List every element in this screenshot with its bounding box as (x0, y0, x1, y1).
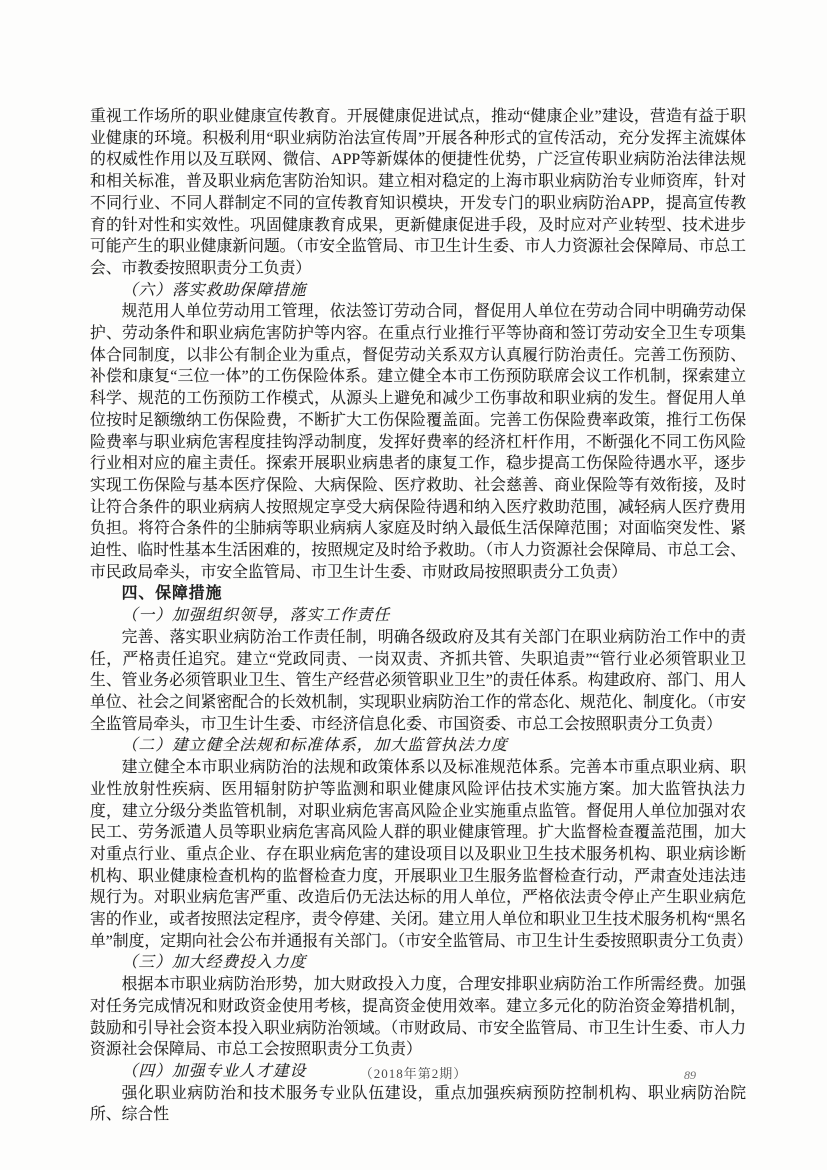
subheading-section-3-funding: （三）加大经费投入力度 (121, 954, 307, 972)
subheading-section-1-leadership: （一）加强组织领导，落实工作责任 (121, 607, 391, 625)
paragraph-health-education-continuation: 重视工作场所的职业健康宣传教育。开展健康促进试点，推动“健康企业”建设，营造有益于职业健康的环境。积极利用“职业病防治法宣传周”开展各种形式的宣传活动，充分发挥主流媒体的权威性作用以及互联网、微信、APP等新媒体的便捷性优势，广泛宣传职业病防治法律法规和相关标准，普及职业病危害防治知识。建立相对稳定的上海市职业病防治专业师资库，针对不同行业、不同人群制定不同的宣传教育知识模块，开发专门的职业病防治APP，提高宣传教育的针对性和实效性。巩固健康教育成果，更新健康促进手段，及时应对产业转型、技术进步可能产生的职业健康新问题。（市安全监管局、市卫生计生委、市人力资源社会保障局、市总工会、市教委按照职责分工负责） (90, 108, 746, 277)
document-body (90, 106, 753, 1126)
paragraph-labor-contract-insurance: 规范用人单位劳动用工管理，依法签订劳动合同，督促用人单位在劳动合同中明确劳动保护、劳动条件和职业病危害防护等内容。在重点行业推行平等协商和签订劳动安全卫生专项集体合同制度，以非公有制企业为重点，督促劳动关系双方认真履行防治责任。完善工伤预防、补偿和康复“三位一体”的工伤保险体系。建立健全本市工伤预防联席会议工作机制，探索建立科学、规范的工伤预防工作模式，从源头上避免和减少工伤事故和职业病的发生。督促用人单位按时足额缴纳工伤保险费，不断扩大工伤保险覆盖面。完善工伤保险费率政策，推行工伤保险费率与职业病危害程度挂钩浮动制度，发挥好费率的经济杠杆作用，不断强化不同工伤风险行业相对应的雇主责任。探索开展职业病患者的康复工作，稳步提高工伤保险待遇水平，逐步实现工伤保险与基本医疗保险、大病保险、医疗救助、社会慈善、商业保险等有效衔接，及时让符合条件的职业病病人按照规定享受大病保险待遇和纳入医疗救助范围，减轻病人医疗费用负担。将符合条件的尘肺病等职业病病人家庭及时纳入最低生活保障范围；对面临突发性、紧迫性、临时性基本生活困难的，按照规定及时给予救助。（市人力资源社会保障局、市总工会、市民政局牵头，市安全监管局、市卫生计生委、市财政局按照职责分工负责） (90, 303, 746, 581)
subheading-section-6-relief-measures: （六）落实救助保障措施 (121, 281, 307, 299)
page-number: 89 (684, 1068, 696, 1082)
paragraph-professional-team: 强化职业病防治和技术服务专业队伍建设，重点加强疾病预防控制机构、职业病防治院所、综合性 (90, 1084, 746, 1124)
subheading-section-2-regulations-enforcement: （二）建立健全法规和标准体系，加大监管执法力度 (121, 737, 508, 755)
paragraph-responsibility-system: 完善、落实职业病防治工作责任制，明确各级政府及其有关部门在职业病防治工作中的责任，严格责任追究。建立“党政同责、一岗双责、齐抓共管、失职追责”“管行业必须管职业卫生、管业务必须管职业卫生、管生产经营必须管职业卫生”的责任体系。构建政府、部门、用人单位、社会之间紧密配合的长效机制，实现职业病防治工作的常态化、规范化、制度化。（市安全监管局牵头，市卫生计生委、市经济信息化委、市国资委、市总工会按照职责分工负责） (90, 628, 746, 733)
paragraph-funding-investment: 根据本市职业病防治形势，加大财政投入力度，合理安排职业病防治工作所需经费。加强对任务完成情况和财政资金使用考核，提高资金使用效率。建立多元化的防治资金筹措机制，鼓励和引导社会资本投入职业病防治领域。（市财政局、市安全监管局、市卫生计生委、市人力资源社会保障局、市总工会按照职责分工负责） (90, 976, 746, 1059)
heading-chapter-4-safeguards: 四、保障措施 (121, 585, 223, 603)
subheading-section-4-talent: （四）加强专业人才建设 (121, 1062, 307, 1080)
paragraph-supervision-enforcement: 建立健全本市职业病防治的法规和政策体系以及标准规范体系。完善本市重点职业病、职业性放射性疾病、医用辐射防护等监测和职业健康风险评估技术实施方案。加大监管执法力度，建立分级分类监管机制，对职业病危害高风险企业实施重点监管。督促用人单位加强对农民工、劳务派遣人员等职业病危害高风险人群的职业健康管理。扩大监督检查覆盖范围，加大对重点行业、重点企业、存在职业病危害的建设项目以及职业卫生技术服务机构、职业病诊断机构、职业健康检查机构的监督检查力度，开展职业卫生服务监督检查行动，严肃查处违法违规行为。对职业病危害严重、改造后仍无法达标的用人单位，严格依法责令停止产生职业病危害的作业，或者按照法定程序，责令停建、关闭。建立用人单位和职业卫生技术服务机构“黑名单”制度，定期向社会公布并通报有关部门。（市安全监管局、市卫生计生委按照职责分工负责） (90, 759, 753, 950)
page-footer (0, 1064, 827, 1088)
journal-issue-label: （2018年第2期） (359, 1066, 468, 1081)
